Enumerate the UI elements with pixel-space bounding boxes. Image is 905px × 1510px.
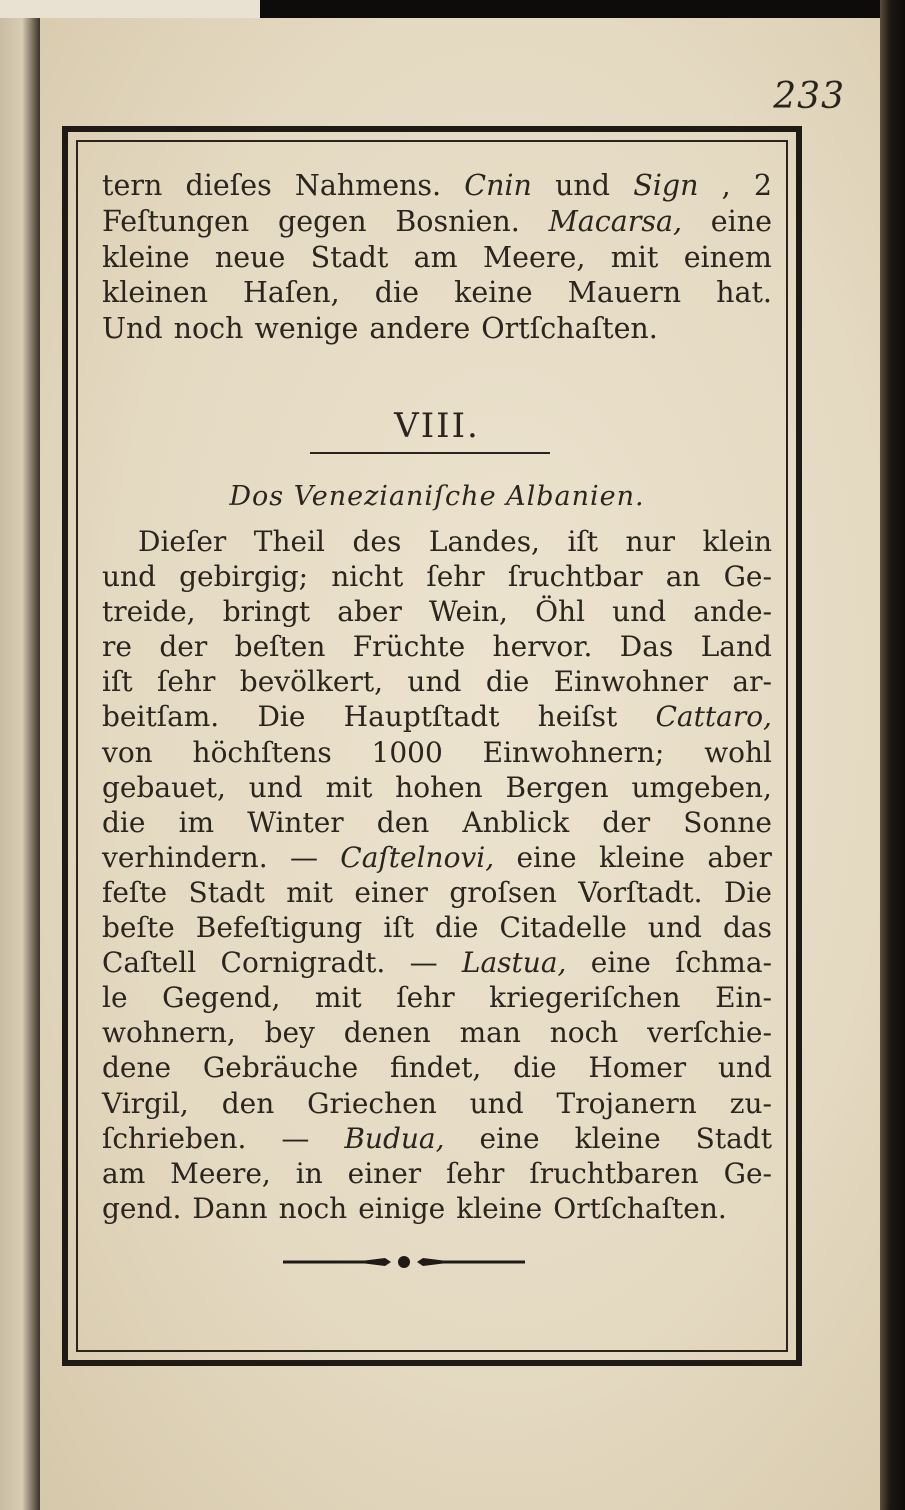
word: an	[665, 560, 701, 594]
word: mit	[286, 875, 334, 909]
word: klein	[702, 525, 772, 558]
text-line	[102, 240, 772, 276]
text-line	[102, 275, 772, 311]
word: —	[281, 1121, 310, 1155]
word: am	[102, 1156, 146, 1190]
word: Ortſchaſten.	[553, 1191, 727, 1225]
text-line	[102, 699, 772, 734]
section-body-paragraph	[102, 524, 772, 1226]
word: und	[717, 1051, 772, 1085]
word: Caſtell	[102, 946, 197, 980]
text-line	[102, 875, 772, 910]
page-number: 233	[773, 76, 845, 117]
word: ,	[721, 169, 731, 202]
word: Die	[723, 875, 772, 909]
word: eine	[516, 840, 577, 874]
text-line	[102, 559, 772, 594]
word: heiſst	[537, 700, 618, 734]
word: iſt	[102, 665, 133, 699]
word: aber	[337, 595, 402, 629]
word: die	[485, 665, 530, 699]
word: Griechen	[307, 1086, 437, 1120]
text-line	[102, 594, 772, 629]
word: der	[602, 805, 651, 839]
word: —	[409, 946, 438, 980]
word: Das	[619, 630, 674, 664]
word: noch	[278, 1191, 348, 1225]
word: wohnern,	[102, 1016, 236, 1050]
text-line	[102, 168, 772, 204]
text-line	[102, 204, 772, 240]
word: beſte	[102, 911, 175, 945]
word: Ge-	[723, 560, 772, 594]
word: bevölkert,	[239, 665, 383, 699]
word: Die	[257, 700, 306, 734]
word: Einwohner	[553, 665, 708, 699]
word: groſsen	[449, 875, 557, 909]
book-page	[40, 18, 880, 1510]
word: und	[469, 1086, 524, 1120]
word: Nahmens.	[294, 169, 442, 202]
text-line	[102, 980, 772, 1015]
word: Haſen,	[243, 276, 340, 310]
word: kriegeriſchen	[489, 981, 681, 1015]
word: Gebräuche	[202, 1051, 359, 1085]
text-line	[102, 1015, 772, 1050]
word: einem	[683, 240, 772, 274]
word: re	[102, 630, 132, 664]
word: ſruchtbaren	[529, 1156, 699, 1190]
word: Früchte	[352, 630, 466, 664]
word: ar-	[732, 665, 772, 699]
right-page-edge	[880, 0, 905, 1510]
word: Citadelle	[499, 911, 627, 945]
word: Land	[700, 630, 772, 664]
word: wohl	[704, 735, 772, 769]
word: ſchrieben.	[102, 1121, 247, 1155]
word: Stadt	[310, 240, 389, 274]
word: kleine	[456, 1191, 543, 1225]
word: le	[102, 981, 128, 1015]
word: —	[289, 840, 318, 874]
word: dieſes	[185, 169, 272, 202]
word: Ein-	[715, 981, 772, 1015]
word: im	[178, 805, 215, 839]
word: Ortſchaſten.	[481, 312, 658, 346]
word: Budua,	[344, 1121, 445, 1155]
text-line	[102, 910, 772, 945]
word: Befeſtigung	[195, 911, 363, 945]
word: Theil	[253, 525, 325, 558]
word: von	[102, 735, 153, 769]
word: eine	[479, 1121, 540, 1155]
text-line	[102, 735, 772, 770]
word: gegen	[278, 204, 367, 238]
word: einer	[347, 1156, 422, 1190]
word: Bosnien.	[395, 204, 520, 238]
word: kleinen	[102, 276, 208, 310]
word: man	[459, 1016, 521, 1050]
word: höchſtens	[192, 735, 332, 769]
word: umgeben,	[631, 770, 772, 804]
word: das	[722, 911, 772, 945]
text-line	[102, 1121, 772, 1156]
word: und	[248, 770, 303, 804]
word: einige	[358, 1191, 446, 1225]
word: der	[159, 630, 208, 664]
word: Anblick	[462, 805, 570, 839]
text-line	[102, 840, 772, 875]
word: hervor.	[492, 630, 593, 664]
word: hohen	[395, 770, 483, 804]
word: kleine	[598, 840, 686, 874]
word: Cornigradt.	[220, 946, 386, 980]
word: wenige	[254, 312, 359, 346]
section-title: Dos Venezianiſche Albanien.	[229, 481, 645, 512]
continuation-paragraph	[102, 168, 772, 347]
word: 1000	[371, 735, 443, 769]
word: die	[513, 1051, 557, 1085]
word: Meere,	[483, 240, 586, 274]
word: Ge-	[723, 1156, 772, 1190]
word: Trojanern	[556, 1086, 697, 1120]
word: ſehr	[157, 665, 216, 699]
word: noch	[549, 1016, 619, 1050]
section-number: VIII.	[394, 406, 480, 446]
word: denen	[343, 1016, 431, 1050]
word: Öhl	[535, 595, 586, 629]
text-line	[102, 805, 772, 840]
word: und	[612, 595, 667, 629]
text-line	[102, 1050, 772, 1085]
text-line	[102, 1086, 772, 1121]
word: iſt	[383, 911, 414, 945]
word: ſehr	[446, 1156, 505, 1190]
section-divider-rule	[310, 452, 550, 454]
word: Lastua,	[461, 946, 567, 980]
text-line	[102, 770, 772, 805]
word: Wein,	[429, 595, 508, 629]
word: neue	[214, 240, 286, 274]
word: mit	[610, 240, 659, 274]
word: tern	[102, 169, 163, 202]
word: Feſtungen	[102, 204, 250, 238]
word: 2	[753, 169, 772, 202]
word: beſten	[234, 630, 326, 664]
text-line	[102, 664, 772, 699]
word: nur	[625, 525, 675, 558]
word: findet,	[389, 1051, 482, 1085]
word: mit	[314, 981, 362, 1015]
word: treide,	[102, 595, 196, 629]
word: am	[413, 240, 458, 274]
word: keine	[454, 276, 533, 310]
word: Hauptſtadt	[343, 700, 500, 734]
word: ſehr	[426, 560, 485, 594]
word: und	[407, 665, 462, 699]
word: bey	[264, 1016, 315, 1050]
word: eine	[590, 946, 651, 980]
word: noch	[173, 312, 244, 346]
word: ſehr	[396, 981, 455, 1015]
word: Macarsa,	[548, 204, 683, 238]
word: mit	[325, 770, 373, 804]
word: gebirgig;	[179, 560, 309, 594]
word: hat.	[716, 276, 772, 310]
word: Dann	[192, 1191, 268, 1225]
word: und	[555, 169, 611, 202]
word: Caſtelnovi,	[340, 840, 495, 874]
word: gebauet,	[102, 770, 226, 804]
word: Meere,	[170, 1156, 271, 1190]
word: Sign	[633, 169, 699, 202]
word: iſt	[567, 525, 599, 558]
word: feſte	[102, 875, 168, 909]
word: die	[374, 276, 420, 310]
word: Virgil,	[102, 1086, 189, 1120]
word: Sonne	[683, 805, 772, 839]
word: andere	[369, 312, 471, 346]
word: Homer	[588, 1051, 687, 1085]
word: Vorſtadt.	[578, 875, 703, 909]
text-line	[102, 1191, 772, 1226]
word: beitſam.	[102, 700, 220, 734]
scan-background	[260, 0, 905, 18]
word: kleine	[574, 1121, 661, 1155]
word: Bergen	[505, 770, 609, 804]
word: und	[647, 911, 702, 945]
word: Gegend,	[162, 981, 281, 1015]
word: Dieſer	[138, 525, 227, 558]
word: bringt	[222, 595, 311, 629]
text-line	[102, 311, 772, 347]
word: Cattaro,	[655, 700, 772, 734]
end-ornament-icon	[283, 1250, 525, 1274]
word: kleine	[102, 240, 190, 274]
word: Stadt	[695, 1121, 772, 1155]
word: Cnin	[464, 169, 532, 202]
word: einer	[354, 875, 428, 909]
word: ſchma-	[675, 946, 772, 980]
text-line	[102, 524, 772, 559]
word: dene	[102, 1051, 172, 1085]
word: und	[102, 560, 156, 594]
word: Winter	[247, 805, 344, 839]
word: ſruchtbar	[507, 560, 643, 594]
word: zu-	[729, 1086, 772, 1120]
word: ande-	[693, 595, 772, 629]
word: gend.	[102, 1191, 182, 1225]
text-line	[102, 945, 772, 980]
word: Und	[102, 312, 163, 346]
word: des	[352, 525, 402, 558]
word: Stadt	[188, 875, 265, 909]
word: Landes,	[428, 525, 540, 558]
word: nicht	[331, 560, 404, 594]
word: verhindern.	[102, 840, 268, 874]
word: aber	[707, 840, 772, 874]
word: Einwohnern;	[482, 735, 665, 769]
word: den	[376, 805, 430, 839]
adjacent-page-edge	[0, 0, 260, 18]
word: die	[102, 805, 146, 839]
word: verſchie-	[647, 1016, 772, 1050]
word: eine	[710, 204, 772, 238]
word: Mauern	[567, 276, 682, 310]
word: die	[435, 911, 479, 945]
word: den	[221, 1086, 275, 1120]
left-page-gutter	[0, 18, 40, 1510]
text-line	[102, 1156, 772, 1191]
text-line	[102, 629, 772, 664]
word: in	[295, 1156, 323, 1190]
